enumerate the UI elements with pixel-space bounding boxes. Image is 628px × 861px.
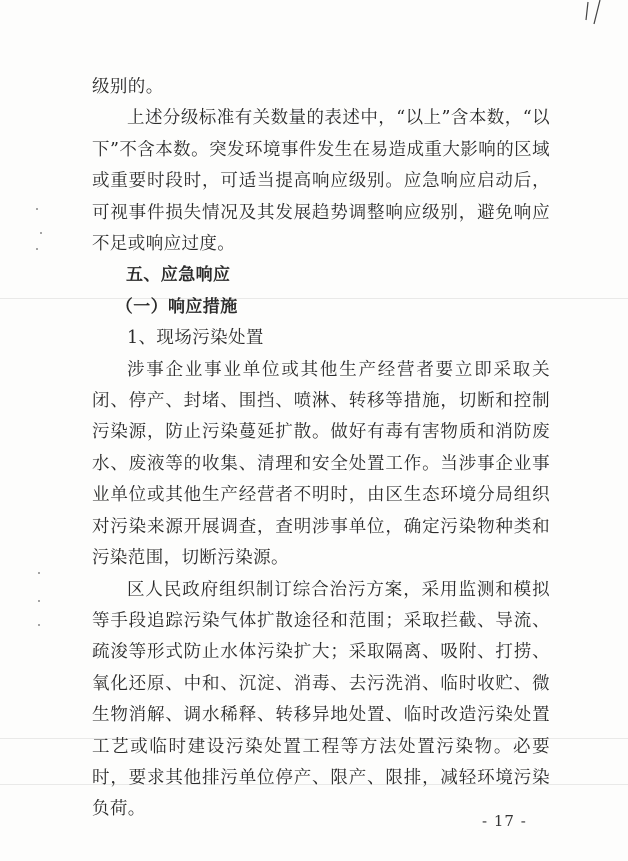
scan-dot	[40, 232, 42, 234]
scan-dot	[36, 208, 38, 210]
paragraph-grading-notes: 上述分级标准有关数量的表述中，“以上”含本数，“以下”不含本数。突发环境事件发生在易造成重大影响的区域或重要时段时，可适当提高响应级别。应急响应启动后，可视事件损失情况及其发展趋势调整响应级别，避免响应不足或响应过度。	[92, 108, 550, 255]
document-body	[92, 72, 550, 826]
scan-dot	[38, 624, 40, 626]
paragraph-onsite-disposal: 涉事企业事业单位或其他生产经营者要立即采取关闭、停产、封堵、围挡、喷淋、转移等措施，切断和控制污染源，防止污染蔓延扩散。做好有毒有害物质和消防废水、废液等的收集、清理和安全处置工作。当涉事企业事业单位或其他生产经营者不明时，由区生态环境分局组织对污染来源开展调查，查明涉事单位，确定污染物种类和污染范围，切断污染源。	[92, 359, 550, 569]
item-heading: 1、现场污染处置	[127, 328, 264, 349]
paragraph-continuation: 级别的。	[92, 77, 164, 97]
scan-dot	[38, 600, 40, 602]
scan-dot	[36, 248, 38, 250]
page-number: - 17 -	[482, 812, 527, 830]
handwritten-mark-icon	[582, 0, 608, 26]
section-heading: 五、应急响应	[126, 265, 231, 286]
scan-dot	[38, 572, 40, 574]
paragraph-government-plan: 区人民政府组织制订综合治污方案，采用监测和模拟等手段追踪污染气体扩散途径和范围；采取拦截、导流、疏浚等形式防止水体污染扩大；采取隔离、吸附、打捞、氧化还原、中和、沉淀、消毒、去污洗消、临时收贮、微生物消解、调水稀释、转移异地处置、临时改造污染处置工艺或临时建设污染处置工程等方法处置污染物。必要时，要求其他排污单位停产、限产、限排，减轻环境污染负荷。	[92, 579, 550, 820]
subsection-heading: （一）响应措施	[115, 296, 238, 317]
